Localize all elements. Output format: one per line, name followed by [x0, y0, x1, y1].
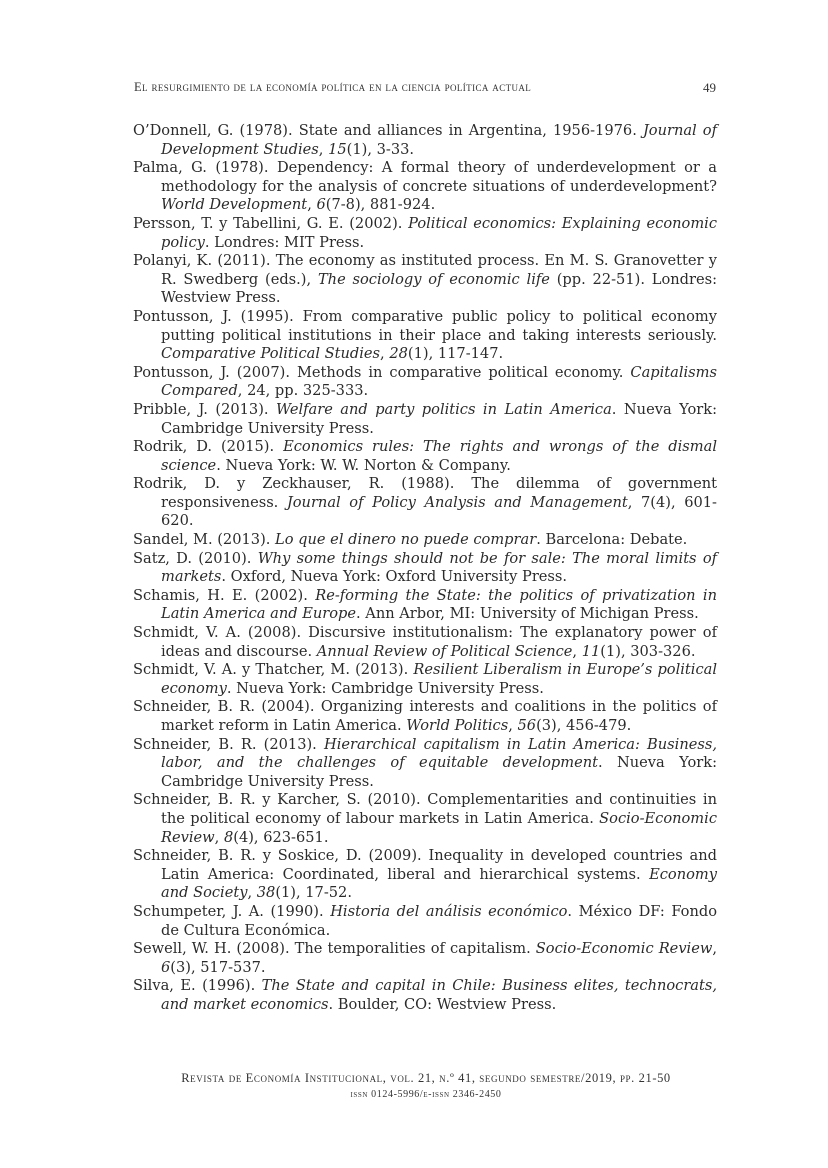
reference-text: , — [318, 140, 329, 158]
reference-text: . Londres: MIT Press. — [204, 233, 365, 251]
reference-italic-text: Why some things should not be for sale: The moral limits of markets — [161, 549, 718, 586]
reference-text: (7-8), 881-924. — [325, 196, 436, 214]
reference-text: (1), 17-52. — [275, 884, 352, 902]
reference-text: Schneider, B. R. (2004). Organizing interests and coalitions in the politics of market reform in Latin America. — [133, 698, 717, 734]
reference-italic-text: Socio-Economic Review — [161, 809, 717, 846]
reference-entry — [133, 252, 717, 308]
footer-journal-citation: Revista de Economía Institucional, vol. 21, n.º 41, segundo semestre/2019, pp. 21-50 — [181, 1071, 671, 1085]
reference-text: , — [214, 828, 224, 846]
reference-text: Schneider, B. R. y Soskice, D. (2009). Inequality in developed countries and Latin America: Coordinated, liberal and hierarchical systems. — [133, 847, 717, 883]
reference-entry — [133, 159, 717, 215]
reference-entry — [133, 215, 717, 252]
reference-text: . Oxford, Nueva York: Oxford University Press. — [221, 568, 568, 586]
reference-text: . Nueva York: Cambridge University Press. — [161, 754, 717, 790]
reference-entry — [133, 122, 717, 159]
reference-text: , — [380, 345, 390, 363]
reference-entry — [133, 661, 717, 698]
reference-text: (1), 303-326. — [600, 642, 696, 660]
reference-text: Schmidt, V. A. y Thatcher, M. (2013). — [133, 661, 414, 679]
reference-entry — [133, 847, 717, 903]
reference-italic-text: 15 — [328, 140, 347, 158]
reference-text: . Boulder, CO: Westview Press. — [328, 995, 557, 1013]
reference-italic-text: Comparative Political Studies — [161, 345, 381, 363]
reference-text: , — [307, 196, 317, 214]
reference-text: Pontusson, J. (1995). From comparative public policy to political economy putting political institutions in their place and taking interests seriously. — [133, 307, 717, 344]
page-number: 49 — [703, 80, 716, 95]
reference-italic-text: The sociology of economic life — [317, 270, 550, 288]
reference-italic-text: Capitalisms Compared — [161, 363, 717, 400]
reference-italic-text: 38 — [256, 884, 276, 902]
reference-entry — [133, 977, 717, 1014]
reference-text: Persson, T. y Tabellini, G. E. (2002). — [133, 214, 409, 232]
reference-entry — [133, 587, 717, 624]
reference-entry — [133, 736, 717, 792]
reference-text: (4), 623-651. — [233, 828, 329, 846]
reference-text: Schneider, B. R. (2013). — [133, 735, 324, 753]
running-header — [134, 80, 716, 98]
reference-italic-text: 6 — [316, 196, 326, 214]
reference-text: Polanyi, K. (2011). The economy as instituted process. En M. S. Granovetter y R. Swedberg (eds.), — [133, 252, 717, 288]
reference-text: , 7(4), 601-620. — [161, 493, 717, 530]
reference-text: (pp. 22-51). Londres: Westview Press. — [161, 270, 717, 307]
reference-italic-text: Political economics: Explaining economic policy — [161, 214, 717, 251]
footer-issn: issn 0124-5996/e-issn 2346-2450 — [350, 1089, 502, 1100]
reference-italic-text: Welfare and party politics in Latin America — [276, 400, 612, 418]
reference-text: Pontusson, J. (2007). Methods in comparative political economy. — [133, 363, 631, 381]
reference-text: . Nueva York: Cambridge University Press. — [226, 679, 544, 697]
reference-entry — [133, 531, 717, 550]
reference-italic-text: 11 — [581, 642, 601, 660]
reference-text: . Nueva York: W. W. Norton & Company. — [216, 456, 511, 474]
reference-italic-text: 28 — [389, 345, 408, 363]
reference-list — [133, 122, 717, 1015]
reference-italic-text: Hierarchical capitalism in Latin America: Business, labor, and the challenges of equitable development — [161, 735, 717, 772]
reference-italic-text: 56 — [517, 717, 537, 734]
reference-text: O’Donnell, G. (1978). State and alliances in Argentina, 1956-1976. — [133, 122, 643, 139]
reference-italic-text: Economy and Society — [161, 865, 717, 902]
reference-text: Rodrik, D. (2015). — [133, 438, 284, 456]
reference-italic-text: Economics rules: The rights and wrongs of the dismal science — [161, 438, 717, 474]
reference-entry — [133, 624, 717, 661]
reference-text: Schneider, B. R. y Karcher, S. (2010). Complementarities and continuities in the political economy of labour markets in Latin America. — [133, 791, 717, 827]
reference-text: Schmidt, V. A. (2008). Discursive institutionalism: The explanatory power of ideas and discourse. — [133, 624, 717, 660]
reference-text: Rodrik, D. y Zeckhauser, R. (1988). The dilemma of government responsiveness. — [133, 475, 717, 511]
reference-italic-text: Socio-Economic Review — [535, 940, 713, 958]
reference-entry — [133, 401, 717, 438]
reference-entry — [133, 698, 717, 735]
reference-text: Silva, E. (1996). — [133, 977, 262, 995]
reference-text: (3), 517-537. — [170, 958, 266, 976]
reference-italic-text: The State and capital in Chile: Business elites, technocrats, and market economics — [161, 977, 717, 1013]
reference-entry — [133, 903, 717, 940]
reference-text: . Nueva York: Cambridge University Press. — [161, 400, 718, 437]
reference-italic-text: World Development — [161, 196, 308, 214]
reference-text: , — [572, 642, 582, 660]
reference-entry — [133, 308, 717, 364]
reference-text: Pribble, J. (2013). — [133, 400, 277, 418]
reference-text: Sewell, W. H. (2008). The temporalities of capitalism. — [133, 940, 536, 958]
reference-text: , — [508, 717, 518, 734]
reference-text: Palma, G. (1978). Dependency: A formal theory of underdevelopment or a methodology for the analysis of concrete situations of underdevelopment? — [133, 159, 717, 195]
reference-text: , — [712, 940, 717, 958]
reference-italic-text: Lo que el dinero no puede comprar — [275, 531, 537, 549]
reference-entry — [133, 438, 717, 475]
reference-italic-text: 6 — [161, 958, 171, 976]
reference-entry — [133, 364, 717, 401]
reference-italic-text: 8 — [223, 828, 234, 846]
reference-text: (1), 3-33. — [346, 140, 415, 158]
reference-text: Schamis, H. E. (2002). — [133, 586, 316, 604]
reference-italic-text: Journal of Policy Analysis and Management — [286, 493, 628, 511]
reference-text: . Ann Arbor, MI: University of Michigan Press. — [356, 605, 699, 623]
reference-italic-text: Resilient Liberalism in Europe’s political economy — [161, 661, 718, 697]
reference-text: (3), 456-479. — [536, 717, 632, 734]
reference-italic-text: World Politics — [406, 717, 509, 734]
reference-entry — [133, 791, 717, 847]
reference-text: . México DF: Fondo de Cultura Económica. — [161, 902, 717, 939]
reference-italic-text: Re-forming the State: the politics of privatization in Latin America and Europe — [161, 586, 717, 623]
reference-entry — [133, 940, 717, 977]
reference-italic-text: Annual Review of Political Science — [316, 642, 573, 660]
reference-text: Satz, D. (2010). — [133, 549, 258, 567]
reference-text: (1), 117-147. — [407, 345, 504, 363]
reference-italic-text: Journal of Development Studies — [161, 122, 717, 158]
reference-italic-text: Historia del análisis económico — [330, 902, 568, 920]
reference-text: Sandel, M. (2013). — [133, 531, 276, 549]
reference-text: , 24, pp. 325-333. — [237, 382, 369, 400]
reference-entry — [133, 475, 717, 531]
reference-entry — [133, 550, 717, 587]
reference-text: , — [247, 884, 257, 902]
reference-text: . Barcelona: Debate. — [536, 531, 688, 549]
running-title: El resurgimiento de la economía política en la ciencia política actual — [134, 80, 532, 94]
reference-text: Schumpeter, J. A. (1990). — [133, 902, 331, 920]
